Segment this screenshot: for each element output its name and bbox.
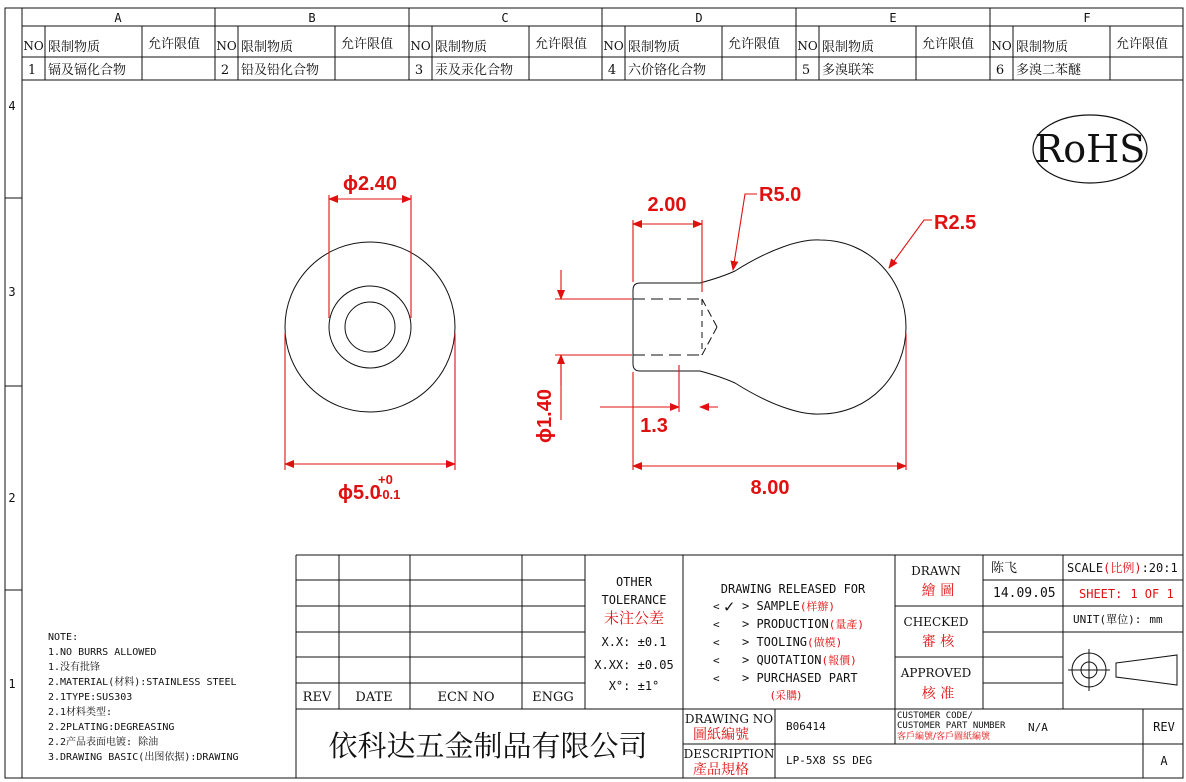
table-header-no: NO (603, 39, 624, 53)
tolerance-line-2: X.XX: ±0.05 (594, 658, 674, 672)
note-line: 2.MATERIAL(材料):STAINLESS STEEL (48, 677, 237, 688)
checked-label-cn: 審 核 (921, 634, 955, 650)
rohs-label: RoHS (1034, 127, 1146, 171)
note-line: 1.NO BURRS ALLOWED (48, 647, 157, 658)
customer-code: N/A (1028, 721, 1048, 734)
drawn-label-cn: 繪 圖 (921, 583, 955, 599)
table-cell-substance: 多溴二苯醚 (1016, 63, 1082, 78)
release-option: > TOOLING(做模) (742, 635, 843, 649)
dim-hole-dia: ϕ1.40 (534, 389, 556, 443)
table-cell-no: 5 (801, 63, 811, 78)
customer-code-label-cn: 客戶編號/客戶圖紙編號 (897, 732, 991, 742)
table-header-substance: 限制物质 (1016, 40, 1069, 55)
description: LP-5X8 SS DEG (786, 754, 873, 767)
dimension-lines (285, 194, 932, 470)
drawn-by: 陈飞 (991, 561, 1018, 576)
release-option-cn: (采購) (770, 689, 802, 702)
zone-col-f: F (1083, 11, 1091, 25)
dim-outer-dia: ϕ5.0 (338, 482, 381, 504)
note-line: 3.DRAWING BASIC(出图依据):DRAWING (48, 752, 239, 763)
unit-label: UNIT(單位): mm (1073, 613, 1163, 626)
tolerance-title-1: OTHER (615, 575, 653, 589)
table-header-no: NO (216, 39, 237, 53)
release-option: > PURCHASED PART (742, 671, 858, 685)
table-header-substance: 限制物质 (822, 40, 875, 55)
table-header-no: NO (991, 39, 1012, 53)
drawn-label-en: DRAWN (911, 564, 961, 578)
note-line: 2.1材料类型: (48, 707, 113, 718)
zone-row-1: 1 (8, 677, 16, 691)
customer-code-label-1: CUSTOMER CODE/ (897, 711, 973, 721)
tolerance-line-1: X.X: ±0.1 (601, 635, 667, 649)
release-check-mark: ✓ (724, 597, 735, 617)
zone-col-c: C (501, 11, 509, 25)
table-header-limit: 允许限值 (535, 37, 588, 52)
zone-col-b: B (308, 11, 316, 25)
zone-row-4: 4 (8, 99, 16, 113)
table-header-no: NO (797, 39, 818, 53)
approved-label-en: APPROVED (900, 666, 972, 680)
front-view (285, 242, 455, 412)
tolerance-title-2: TOLERANCE (601, 593, 667, 607)
release-bracket: < (713, 600, 720, 613)
customer-code-label-2: CUSTOMER PART NUMBER (897, 721, 1006, 731)
restricted-substances-table (22, 26, 1183, 80)
note-line: 2.1TYPE:SUS303 (48, 692, 133, 703)
note-line: NOTE: (48, 632, 79, 643)
release-bracket: < (713, 654, 720, 667)
note-line: 2.2产品表面电镀: 除油 (48, 737, 159, 748)
table-header-limit: 允许限值 (148, 37, 201, 52)
date-header: DATE (355, 690, 393, 705)
zone-col-e: E (889, 11, 897, 25)
release-bracket: < (713, 672, 720, 685)
part-profile (633, 240, 906, 414)
sheet-label: SHEET: 1 OF 1 (1079, 587, 1174, 601)
notes-block (48, 632, 239, 763)
dim-outer-tol-lower: -0.1 (378, 487, 401, 502)
engg-header: ENGG (532, 690, 574, 705)
release-bracket: < (713, 618, 720, 631)
table-cell-no: 1 (27, 63, 37, 78)
zone-col-d: D (695, 11, 703, 25)
table-header-limit: 允许限值 (728, 37, 781, 52)
description-label-cn: 產品規格 (693, 762, 749, 778)
note-line: 1.没有批锋 (48, 662, 101, 673)
projection-symbol (1068, 649, 1177, 691)
title-block-texts (303, 560, 1178, 778)
rev-header: REV (302, 690, 332, 705)
table-header-no: NO (23, 39, 44, 53)
drawing-no-label-cn: 圖紙編號 (693, 727, 749, 743)
release-option: > QUOTATION(報價) (742, 653, 857, 667)
table-header-limit: 允许限值 (1116, 37, 1169, 52)
approved-label-cn: 核 准 (921, 686, 955, 702)
side-view (633, 240, 906, 414)
table-header-no: NO (410, 39, 431, 53)
ecn-header: ECN NO (437, 690, 495, 705)
dim-outer-tol-upper: +0 (378, 472, 393, 487)
table-cell-substance: 六价铬化合物 (628, 63, 707, 78)
dim-radius-small: R2.5 (934, 212, 977, 234)
table-cell-no: 2 (220, 63, 230, 78)
dim-radius-large: R5.0 (759, 184, 802, 206)
dim-neck: 1.3 (640, 415, 668, 437)
zone-row-2: 2 (8, 491, 16, 505)
table-cell-no: 4 (607, 63, 617, 78)
table-cell-substance: 铅及铅化合物 (241, 63, 320, 78)
dimension-texts (338, 173, 976, 504)
outer-circle (285, 242, 455, 412)
release-option: > SAMPLE(样辦) (742, 599, 836, 613)
zone-col-a: A (114, 11, 122, 25)
tolerance-line-3: X°: ±1° (608, 679, 660, 693)
table-header-substance: 限制物质 (435, 40, 488, 55)
zone-row-labels (8, 99, 15, 691)
rev-label: REV (1153, 720, 1175, 734)
rev-value: A (1160, 754, 1168, 768)
company-name: 依科达五金制品有限公司 (328, 729, 648, 763)
tolerance-title-cn: 未注公差 (603, 609, 665, 627)
drawing-no: B06414 (786, 720, 826, 733)
table-header-substance: 限制物质 (628, 40, 681, 55)
release-title: DRAWING RELEASED FOR (720, 582, 866, 596)
dim-length: 8.00 (750, 477, 790, 499)
inner-circle (329, 286, 411, 368)
release-option: > PRODUCTION(量產) (742, 617, 864, 631)
checked-label-en: CHECKED (903, 615, 969, 629)
zone-row-3: 3 (8, 285, 16, 299)
table-cell-substance: 镉及镉化合物 (48, 63, 127, 78)
table-cell-substance: 汞及汞化合物 (435, 63, 514, 78)
dim-inner-dia: ϕ2.40 (343, 173, 397, 195)
drawn-date: 14.09.05 (993, 586, 1056, 601)
table-cell-no: 6 (995, 63, 1005, 78)
description-label-en: DESCRIPTION (683, 747, 775, 761)
table-header-limit: 允许限值 (922, 37, 975, 52)
table-header-substance: 限制物质 (48, 40, 101, 55)
table-header-substance: 限制物质 (241, 40, 294, 55)
rohs-mark (1033, 115, 1147, 183)
drawing-no-label-en: DRAWING NO (684, 712, 774, 726)
note-line: 2.2PLATING:DEGREASING (48, 722, 175, 733)
hole-circle (345, 302, 395, 352)
scale-label: SCALE(比例):20:1 (1067, 561, 1178, 575)
table-cell-no: 3 (414, 63, 424, 78)
dim-hole-depth: 2.00 (647, 194, 687, 216)
release-bracket: < (713, 636, 720, 649)
table-cell-substance: 多溴联笨 (822, 63, 875, 78)
table-header-limit: 允许限值 (341, 37, 394, 52)
